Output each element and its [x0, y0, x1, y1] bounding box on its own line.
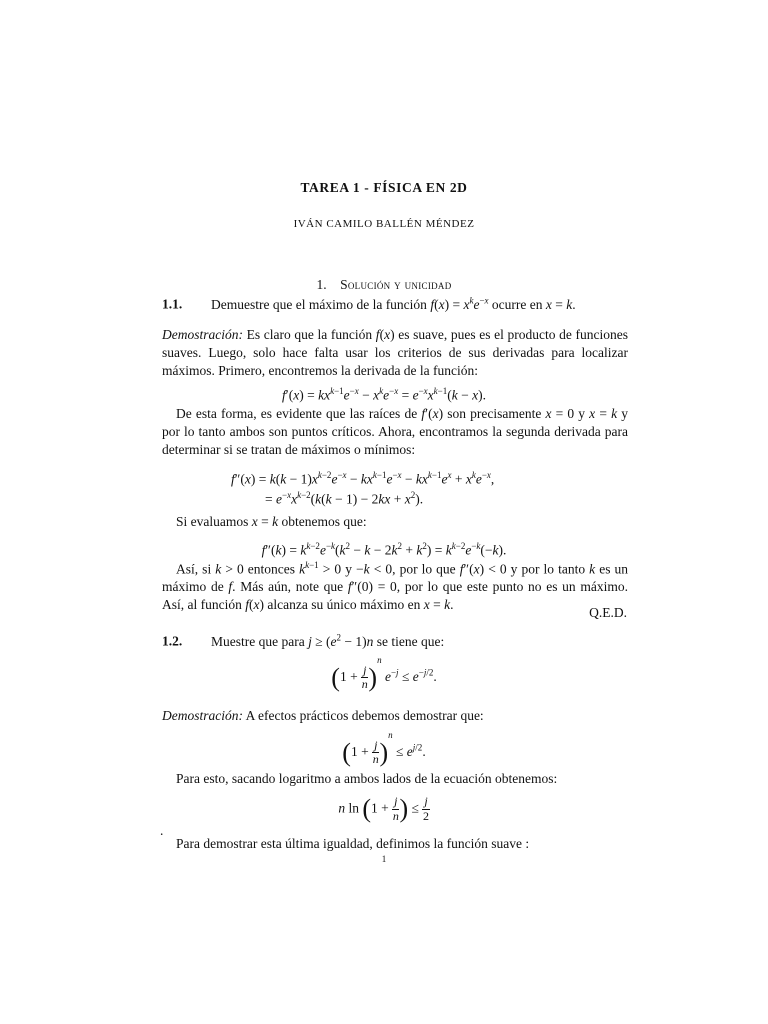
equation-first-derivative: $f'(x) = kx^{k-1}e^{-x} - x^ke^{-x} = e^{-x}x^{k-1}(k - x)$.	[282, 386, 486, 403]
equation-inequality-1: (1 + $\frac{j}{n}$ )$^n$ $e^{-j} \le e^{-j/2}$.	[331, 655, 437, 692]
section-number: 1.	[316, 277, 327, 292]
equation-log-inequality: n ln (1 + $\frac{j}{n}$ ) ≤ $\frac{j}{2}$	[338, 794, 429, 823]
proof-paragraph-5: Demostración: A efectos prácticos debemos demostrar que:	[162, 708, 484, 723]
problem-label: 1.1.	[162, 296, 183, 312]
section-title: Solución y unicidad	[340, 277, 452, 292]
stray-period: .	[160, 823, 164, 838]
proof-paragraph-2: De esta forma, es evidente que las raíces de f′(x) son precisamente x = 0 y x = k y por lo tanto ambos son puntos críticos. Ahora, encontramos la segunda derivada para determinar si se tratan de máximos o mínimos:	[162, 406, 628, 457]
qed-mark: Q.E.D.	[589, 605, 627, 620]
proof-paragraph-4: Así, si k > 0 entonces $k^{k-1} > 0$ y −k < 0, por lo que f″(x) < 0 y por lo tanto k es un máximo de f. Más aún, note que f″(0) = 0, por lo que este punto no es un máximo. Así, al función f(x) alcanza su único máximo en x = k.	[162, 560, 629, 613]
proof-paragraph-7: Para demostrar esta última igualdad, definimos la función suave :	[176, 836, 530, 851]
proof-label: Demostración:	[162, 327, 243, 342]
section-heading	[0, 276, 768, 294]
equation-second-derivative-line-1: $f''(x) = k(k - 1)x^{k-2}e^{-x} - kx^{k-1}e^{-x} - kx^{k-1}e^x + x^ke^{-x}$,	[231, 470, 495, 487]
proof-label: Demostración:	[162, 708, 243, 723]
problem-text: Demuestre que el máximo de la función $f(x) = x^ke^{-x}$ ocurre en x = k.	[211, 295, 576, 312]
problem-text: Muestre que para $j \ge (e^2 - 1)n$ se tiene que:	[211, 632, 445, 649]
equation-inequality-2: (1 + $\frac{j}{n}$ )$^n \le e^{j/2}$.	[342, 730, 426, 767]
author-name: IVÁN CAMILO BALLÉN MÉNDEZ	[293, 218, 475, 230]
proof-paragraph-1: Demostración: Es claro que la función f(x) es suave, pues es el producto de funciones suaves. Luego, solo hace falta usar los criterios de sus derivadas para localizar máximos. Primero, encontremos la derivada de la función:	[162, 327, 628, 378]
problem-label: 1.2.	[162, 633, 183, 649]
paper-title: TAREA 1 - FÍSICA EN 2D	[300, 180, 468, 195]
equation-second-derivative-line-2: = $e^{-x}x^{k-2}(k(k - 1) - 2kx + x^2)$.	[265, 490, 424, 507]
page-number: 1	[381, 854, 387, 864]
problem-1-1-statement	[162, 295, 632, 313]
proof-paragraph-6: Para esto, sacando logaritmo a ambos lados de la ecuación obtenemos:	[176, 771, 558, 786]
problem-1-2-statement	[162, 632, 632, 650]
proof-paragraph-3: Si evaluamos x = k obtenemos que:	[176, 514, 367, 529]
equation-evaluated: $f''(k) = k^{k-2}e^{-k}(k^2 - k - 2k^2 + k^2) = k^{k-2}e^{-k}(-k)$.	[261, 541, 507, 558]
